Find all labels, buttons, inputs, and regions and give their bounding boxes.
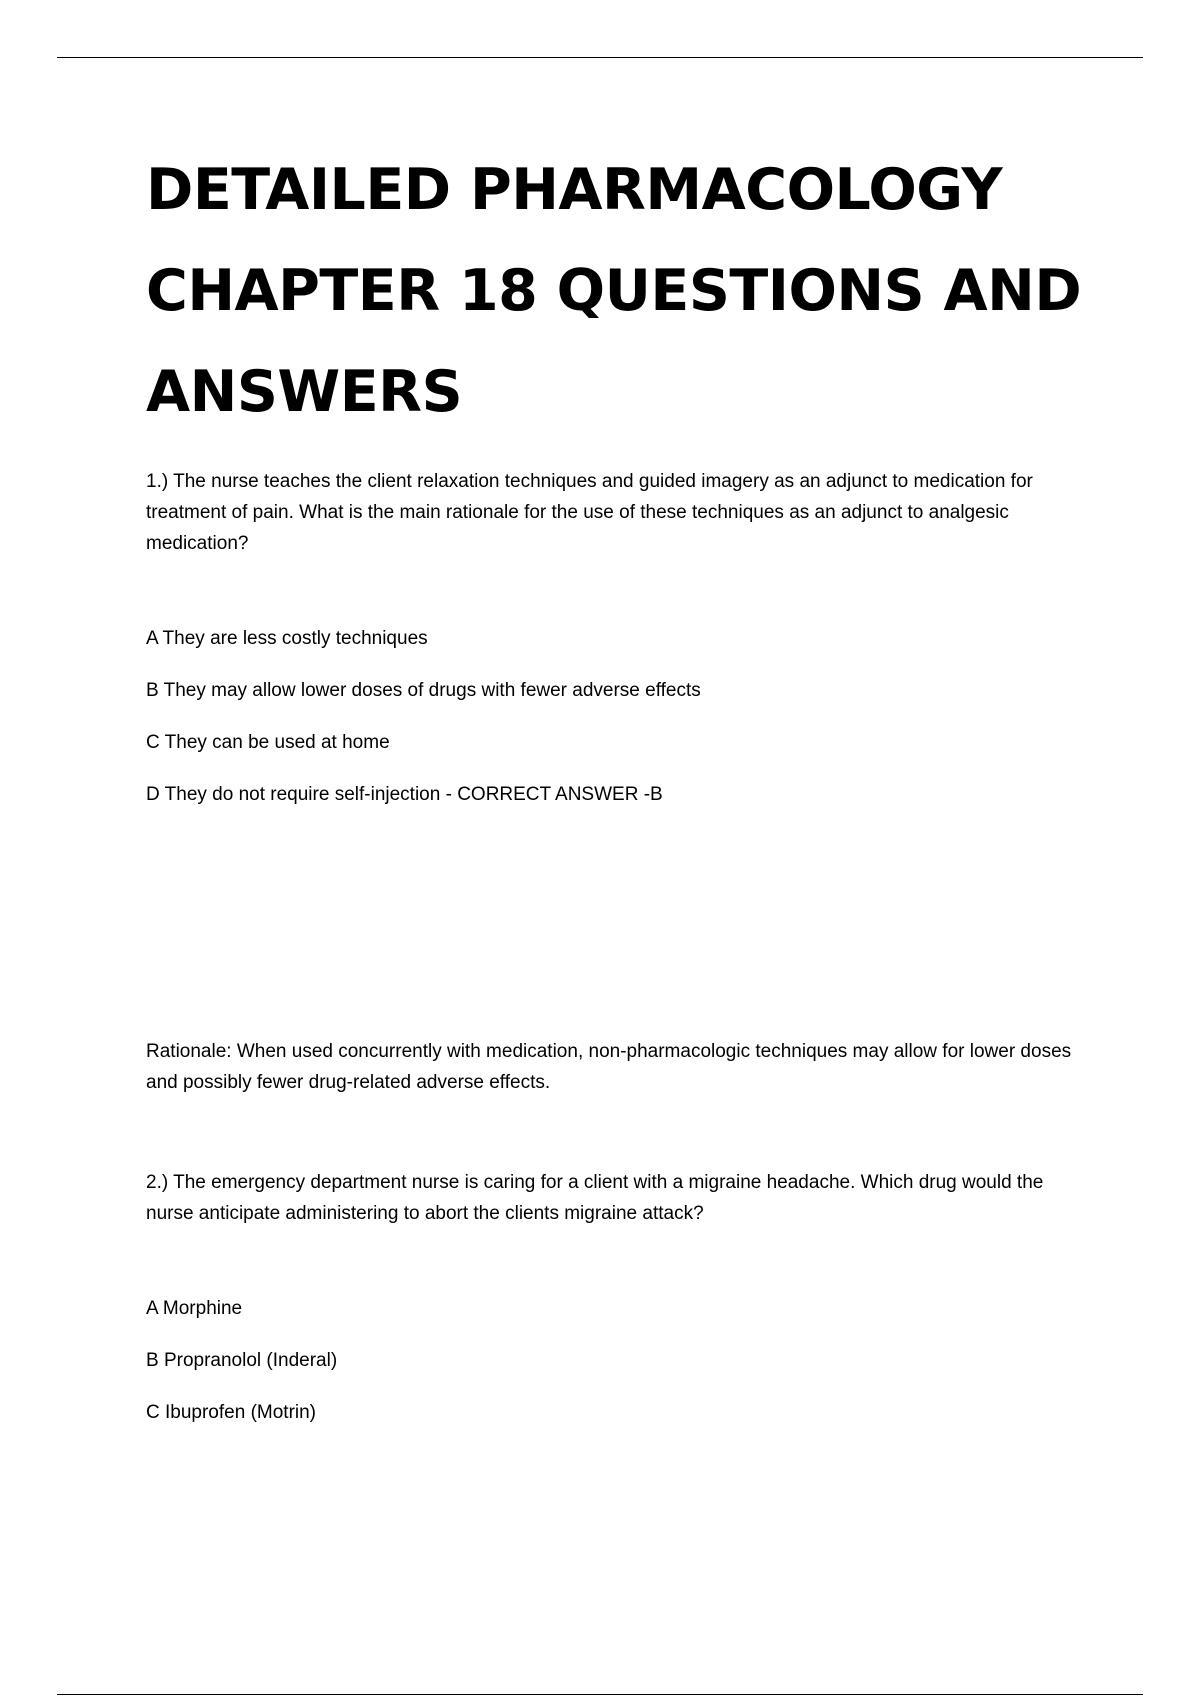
- title-line: CHAPTER 18 QUESTIONS AND: [146, 258, 1082, 324]
- answer-options: [146, 1297, 1096, 1425]
- answer-option: C Ibuprofen (Motrin): [146, 1402, 317, 1423]
- answer-option: C They can be used at home: [146, 732, 390, 753]
- title-line: DETAILED PHARMACOLOGY: [146, 157, 1003, 223]
- rationale-text: Rationale: When used concurrently with medication, non-pharmacologic techniques may allow for lower doses and possibly fewer drug-related adverse effects.: [146, 1041, 1072, 1093]
- title-line: ANSWERS: [146, 359, 463, 425]
- document-body: [146, 140, 1096, 1425]
- question-text: 1.) The nurse teaches the client relaxation techniques and guided imagery as an adjunct to medication for treatment of pain. What is the main rationale for the use of these techniques as an adjunct to analgesic medication?: [146, 471, 1033, 554]
- question-text: 2.) The emergency department nurse is caring for a client with a migraine headache. Which drug would the nurse anticipate administering to abort the clients migraine attack?: [146, 1172, 1044, 1224]
- top-rule: [57, 57, 1143, 58]
- answer-options: [146, 627, 1096, 807]
- question-2: [146, 1167, 1096, 1425]
- answer-option: D They do not require self-injection - CORRECT ANSWER -B: [146, 784, 663, 805]
- answer-option: A Morphine: [146, 1298, 243, 1319]
- bottom-rule: [57, 1694, 1143, 1695]
- question-1: [146, 466, 1096, 1098]
- answer-option: B They may allow lower doses of drugs with fewer adverse effects: [146, 680, 701, 701]
- answer-option: B Propranolol (Inderal): [146, 1350, 338, 1371]
- answer-option: A They are less costly techniques: [146, 628, 428, 649]
- document-title: [146, 140, 1096, 443]
